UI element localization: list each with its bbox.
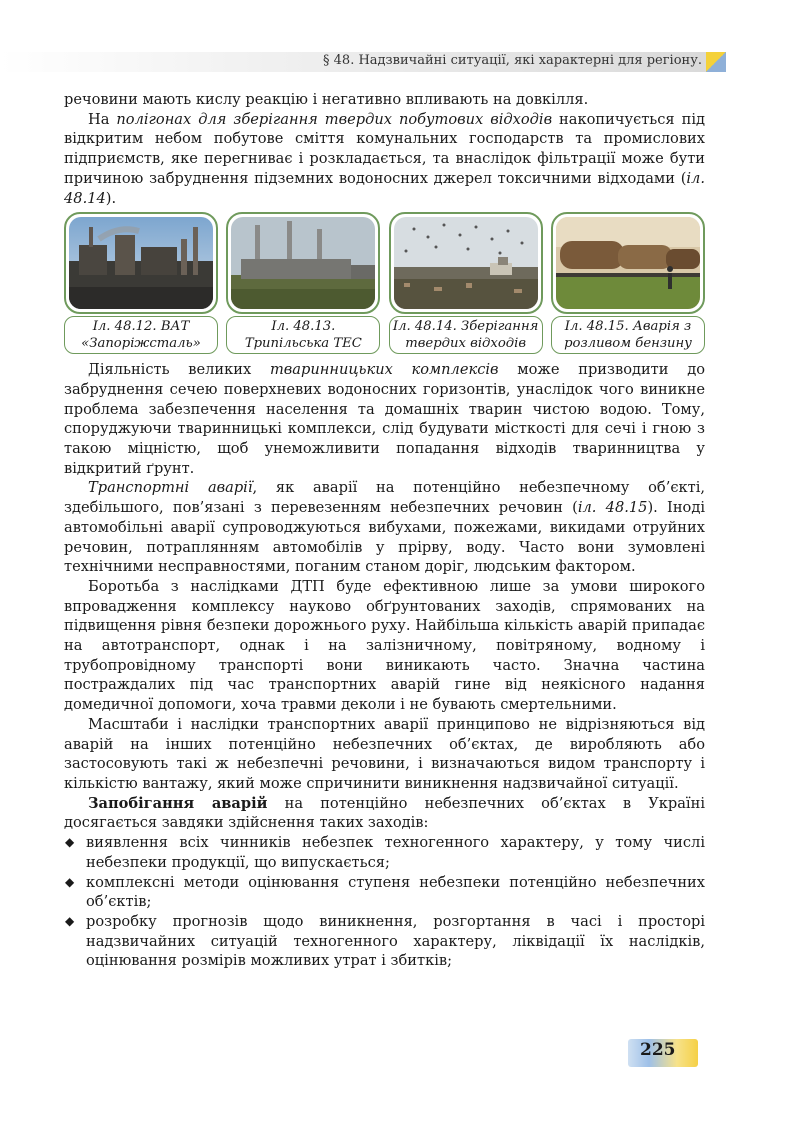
list-item: ◆ виявлення всіх чинників небезпек техногенного характеру, у тому числі небезпеки продукції, що випускається; xyxy=(65,834,705,871)
figure-48-12 xyxy=(64,212,218,354)
paragraph-livestock: Діяльність великих тваринницьких комплексів може призводити до забруднення сечею поверхневих водоносних горизонтів, унаслідок чого виникне проблема забезпечення населення та домашніх тварин чистою водою. Тому, споруджуючи тваринницькі комплекси, слід будувати місткості для сечі і гною з такою міцністю, щоб унеможливити попадання відходів тваринництва у відкритий ґрунт. xyxy=(64,361,705,477)
diamond-bullet-icon: ◆ xyxy=(65,913,75,928)
figure-row xyxy=(64,212,705,354)
running-header: § 48. Надзвичайні ситуації, які характерні для регіону. xyxy=(323,53,702,68)
page-body xyxy=(64,90,705,971)
tanker-train-accident-photo-icon xyxy=(556,217,700,309)
figure-caption: Іл. 48.13. Трипільська ТЕС xyxy=(226,316,380,354)
paragraph-prevention: Запобігання аварій на потенційно небезпечних об’єктах в Україні досягається завдяки здійснення таких заходів: xyxy=(64,794,705,832)
figure-frame xyxy=(389,212,543,314)
figure-48-13 xyxy=(226,212,380,354)
figure-caption: Іл. 48.15. Аварія з розливом бензину xyxy=(551,316,705,354)
figure-48-14 xyxy=(389,212,543,354)
paragraph-landfills: На полігонах для зберігання твердих побутових відходів накопичується під відкритим небом побутове сміття комунальних господарств та промислових підприємств, яке перегниває і розкладається, та внаслідок фільтрації може бути причиною забруднення підземних водоносних джерел токсичними відходами (іл. 48.14). xyxy=(64,110,705,207)
paragraph-transport-accidents: Транспортні аварії, як аварії на потенційно небезпечному об’єкті, здебільшого, пов’язані з перевезенням небезпечних речовин (іл. 48.15). Іноді автомобільні аварії супроводжуються вибухами, пожежами, викидами отруйних речовин, потраплянням автомобілів у прірву, воду. Часто вони зумовлені технічними несправностями, поганим станом доріг, людським фактором. xyxy=(64,479,706,576)
figure-frame xyxy=(226,212,380,314)
figure-48-15 xyxy=(551,212,705,354)
header-corner-mark xyxy=(706,52,726,72)
diamond-bullet-icon: ◆ xyxy=(65,835,75,850)
paragraph-1: речовини мають кислу реакцію і негативно впливають на довкілля. xyxy=(64,91,589,108)
figure-caption: Іл. 48.12. ВАТ «Запоріжсталь» xyxy=(64,316,218,354)
list-item: ◆ розробку прогнозів щодо виникнення, розгортання в часі і просторі надзвичайних ситуацій техногенного характеру, ліквідації їх наслідків, оцінювання розмірів можливих утрат і збитків; xyxy=(65,912,705,970)
landfill-photo-icon xyxy=(394,217,538,309)
list-item: ◆ комплексні методи оцінювання ступеня небезпеки потенційно небезпечних об’єктів; xyxy=(65,873,705,911)
figure-caption: Іл. 48.14. Зберігання твердих відходів xyxy=(389,316,543,354)
power-plant-photo-icon xyxy=(231,217,375,309)
paragraph-scale: Масштаби і наслідки транспортних аварії принципово не відрізняються від аварій на інших потенційно небезпечних об’єктах, де виробляють або застосовують такі ж небезпечні речовини, і визначаються видом транспорту і кількістю вантажу, який може спричинити виникнення надзвичайної ситуації. xyxy=(64,715,705,792)
page-number: 225 xyxy=(640,1040,676,1060)
measures-list xyxy=(64,833,705,971)
page-number-badge xyxy=(628,1037,698,1069)
figure-frame xyxy=(64,212,218,314)
steel-plant-photo-icon xyxy=(69,217,213,309)
figure-frame xyxy=(551,212,705,314)
paragraph-road-safety: Боротьба з наслідками ДТП буде ефективною лише за умови широкого впровадження комплексу науково обґрунтованих заходів, спрямованих на підвищення рівня безпеки дорожнього руху. Найбільша кількість аварій припадає на автотранспорт, однак і на залізничному, повітряному, водному і трубопровідному транспорті вони виникають часто. Значна частина постраждалих під час транспортних аварій гине від неякісного надання домедичної допомоги, хоча травми деколи і не бувають смертельними. xyxy=(64,577,705,714)
diamond-bullet-icon: ◆ xyxy=(65,874,75,889)
